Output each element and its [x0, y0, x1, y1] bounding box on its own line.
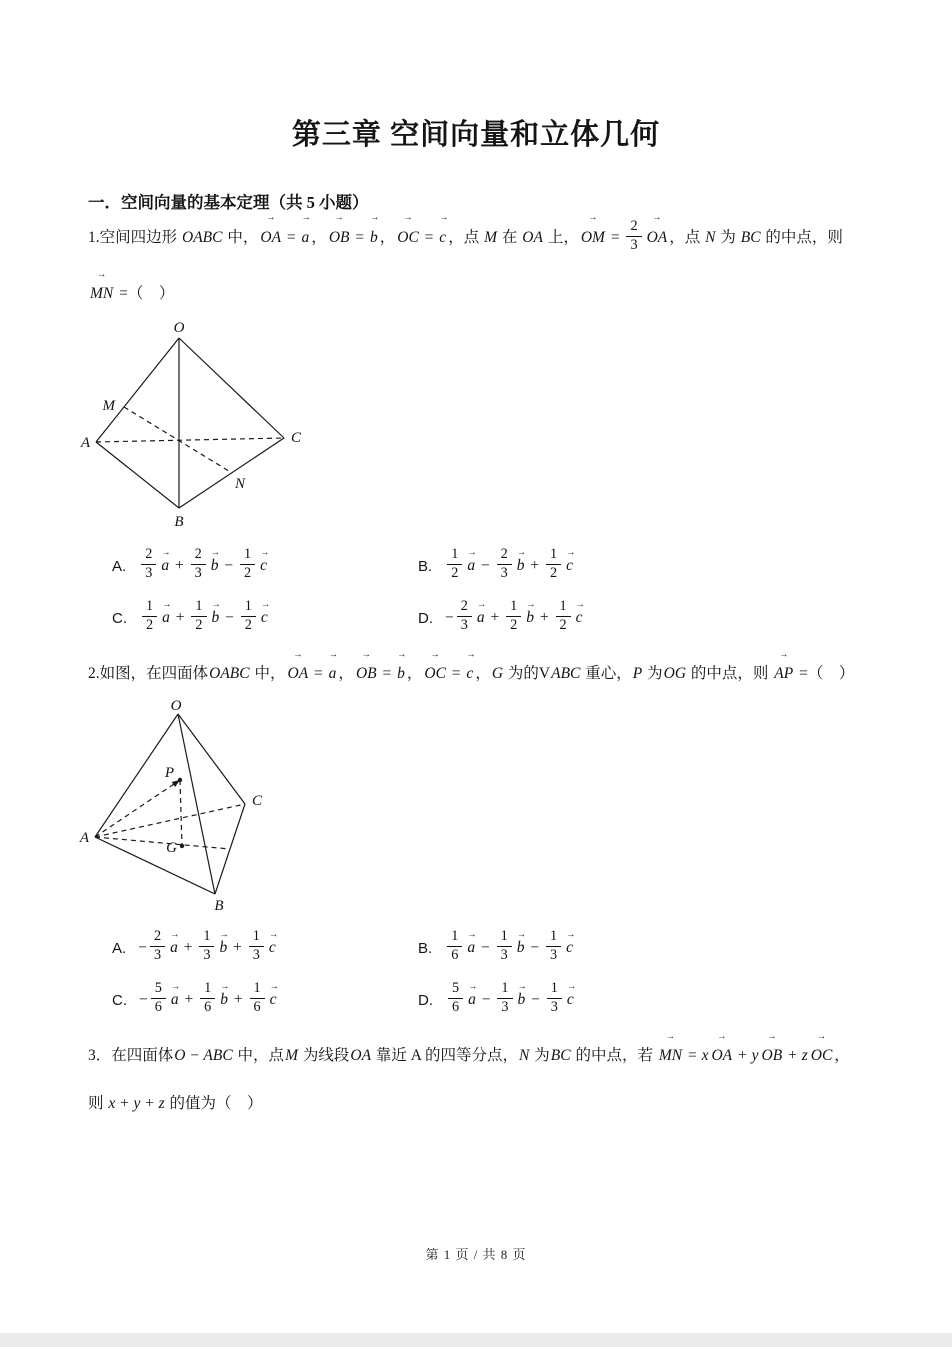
q1-option-a: [112, 548, 269, 585]
math-vector: → b: [370, 222, 378, 255]
math-vector: → a: [171, 991, 179, 1009]
math-vector: → b: [517, 939, 525, 957]
math-vector: → OM: [581, 222, 605, 255]
fraction-denominator: 2: [510, 616, 518, 633]
math-fraction: [546, 928, 561, 965]
math-vector: → c: [269, 939, 276, 957]
math-fraction: [448, 980, 463, 1017]
q2-point-p-dot: [178, 778, 182, 782]
math-fraction: [447, 928, 462, 965]
math-vector: → a: [467, 939, 475, 957]
math-vector: → OA: [647, 222, 668, 255]
math-fraction: [200, 980, 215, 1017]
q2-edge-oc: [178, 714, 245, 804]
math-fraction: [240, 546, 255, 583]
fraction-denominator: 6: [452, 998, 460, 1015]
fraction-denominator: 3: [153, 946, 162, 963]
math-variable: OABC: [182, 228, 223, 246]
fraction-numerator: 1: [556, 598, 571, 617]
math-fraction: [497, 928, 512, 965]
math-fraction: [191, 598, 206, 635]
option-label: C.: [112, 991, 127, 1009]
option-expression: $\frac{1}{2}$ → a − $\frac{2}{3}$ → b + $\frac{1}{2}$ → c: [444, 548, 575, 585]
math-vector: → c: [260, 557, 267, 575]
math-vector: → c: [566, 939, 573, 957]
math-variable: x + y + z: [108, 1095, 165, 1112]
math-vector: → OA: [260, 222, 281, 255]
fraction-denominator: 2: [559, 616, 567, 633]
fraction-numerator: 1: [497, 980, 512, 999]
math-vector: → OB: [329, 222, 350, 255]
q1-point-label-n: N: [235, 476, 246, 492]
math-variable: x: [701, 1047, 709, 1064]
fraction-denominator: 2: [244, 616, 252, 633]
q2-segment-ap: [95, 780, 180, 837]
fraction-numerator: 1: [250, 980, 265, 999]
fraction-numerator: 5: [151, 980, 166, 999]
q1-vertex-label-b: B: [174, 514, 184, 530]
fraction-numerator: 1: [200, 980, 215, 999]
option-expression: $\frac{1}{6}$ → a − $\frac{1}{3}$ → b − $\frac{1}{3}$ → c: [444, 930, 575, 967]
option-expression: − $\frac{2}{3}$ → a + $\frac{1}{3}$ → b + $\frac{1}{3}$ → c: [138, 930, 278, 967]
q2-point-label-p: P: [164, 765, 174, 781]
fraction-numerator: 1: [240, 546, 255, 565]
option-expression: − $\frac{2}{3}$ → a + $\frac{1}{2}$ → b + $\frac{1}{2}$ → c: [445, 600, 585, 637]
fraction-numerator: 1: [241, 598, 256, 617]
fraction-numerator: 1: [497, 928, 512, 947]
math-vector: → b: [517, 557, 525, 575]
option-label: C.: [112, 609, 127, 627]
fraction-denominator: 6: [451, 946, 459, 963]
q1-option-d: [418, 600, 585, 637]
fraction-denominator: 3: [460, 616, 468, 633]
fraction-numerator: 2: [626, 218, 641, 237]
math-vector: → a: [170, 939, 178, 957]
math-variable: N: [705, 228, 716, 246]
math-fraction: [191, 546, 206, 583]
math-variable: z: [801, 1047, 808, 1064]
math-vector: → c: [466, 658, 473, 691]
fraction-numerator: 1: [249, 928, 264, 947]
math-vector: → a: [477, 609, 485, 627]
fraction-numerator: 1: [447, 928, 462, 947]
fraction-denominator: 3: [203, 946, 211, 963]
q1-text-line2: → MN =（ ）: [88, 278, 880, 311]
fraction-denominator: 3: [145, 564, 153, 581]
option-expression: − $\frac{5}{6}$ → a + $\frac{1}{6}$ → b + $\frac{1}{6}$ → c: [139, 982, 279, 1019]
q2-vertex-label-c: C: [252, 793, 263, 809]
math-vector: → OA: [711, 1040, 732, 1073]
math-variable: y: [751, 1047, 759, 1064]
option-label: A.: [112, 939, 127, 957]
fraction-denominator: 2: [146, 616, 154, 633]
math-variable: OABC: [209, 665, 250, 682]
math-fraction: [447, 546, 462, 583]
fraction-denominator: 6: [154, 998, 162, 1015]
math-vector: → OB: [762, 1040, 783, 1073]
fraction-denominator: 2: [243, 564, 252, 581]
math-variable: M: [285, 1047, 298, 1064]
math-vector: → b: [219, 939, 227, 957]
fraction-numerator: 1: [447, 546, 462, 565]
math-vector: → a: [329, 658, 337, 691]
math-fraction: [141, 546, 156, 583]
fraction-numerator: 2: [497, 546, 512, 565]
q1-vertex-label-c: C: [291, 430, 302, 446]
fraction-numerator: 1: [546, 546, 561, 565]
q2-option-c: [112, 982, 279, 1019]
fraction-denominator: 3: [501, 998, 509, 1015]
math-variable: M: [484, 228, 497, 246]
math-fraction: [199, 928, 214, 965]
option-label: D.: [418, 609, 433, 627]
math-vector: → AP: [774, 658, 793, 691]
q2-figure: [79, 698, 326, 922]
math-vector: → c: [439, 222, 446, 255]
q2-option-b: [418, 930, 575, 967]
math-vector: → OB: [356, 658, 377, 691]
math-vector: → MN: [90, 278, 113, 311]
option-label: A.: [112, 557, 127, 575]
option-expression: $\frac{2}{3}$ → a + $\frac{2}{3}$ → b − $\frac{1}{2}$ → c: [138, 548, 269, 585]
math-vector: → b: [212, 609, 220, 627]
fraction-denominator: 3: [194, 564, 202, 581]
q1-option-b: [418, 548, 575, 585]
option-label: D.: [418, 991, 433, 1009]
q1-edge-oc: [179, 338, 284, 438]
fraction-numerator: 1: [191, 598, 206, 617]
page-bottom-edge: [0, 1333, 952, 1347]
fraction-numerator: 2: [191, 546, 206, 565]
fraction-denominator: 2: [195, 616, 203, 633]
fraction-denominator: 6: [204, 998, 212, 1015]
q3-text-line1: 3．在四面体O − ABC 中，点M 为线段OA 靠近 A 的四等分点，N 为BC 的中点，若 → MN = x → OA + y → OB + z → OC ，: [88, 1040, 880, 1073]
q2-edge-ac-hidden: [95, 804, 245, 837]
math-fraction: [626, 218, 641, 255]
math-variable: N: [519, 1047, 530, 1064]
option-label: B.: [418, 557, 433, 575]
section-heading: 一．空间向量的基本定理（共 5 小题）: [88, 193, 369, 212]
page-number-footer: 第 1 页 / 共 8 页: [425, 1247, 527, 1262]
fraction-numerator: 1: [142, 598, 157, 617]
fraction-denominator: 3: [549, 946, 558, 963]
math-fraction: [457, 598, 472, 635]
math-vector: → c: [576, 609, 583, 627]
math-vector: → b: [397, 658, 405, 691]
math-vector: → MN: [659, 1040, 682, 1073]
math-variable: OG: [663, 665, 687, 682]
q1-option-c: [112, 600, 270, 637]
math-vector: → OC: [424, 658, 446, 691]
math-fraction: [249, 928, 264, 965]
math-vector: → a: [467, 557, 475, 575]
math-variable: BC: [740, 228, 761, 246]
fraction-numerator: 5: [448, 980, 463, 999]
page-title: 第三章 空间向量和立体几何: [291, 119, 661, 151]
q1-text-line1: 1.空间四边形 OABC 中， → OA = → a ， → OB = → b ， → OC = → c ，点 M 在 OA 上， → OM = $\frac{2}{3}$ → OA ，点 N 为 BC 的中点，则: [88, 220, 880, 257]
math-fraction: [151, 980, 166, 1017]
fraction-numerator: 1: [506, 598, 521, 617]
fraction-denominator: 3: [500, 564, 508, 581]
math-variable: O − ABC: [174, 1047, 233, 1064]
fraction-denominator: 3: [252, 946, 260, 963]
math-fraction: [142, 598, 157, 635]
math-fraction: [250, 980, 265, 1017]
fraction-numerator: 1: [546, 928, 561, 947]
q2-segment-pg: [180, 780, 182, 846]
math-vector: → b: [211, 557, 219, 575]
math-vector: → b: [518, 991, 526, 1009]
math-vector: → b: [220, 991, 228, 1009]
fraction-denominator: 3: [500, 946, 508, 963]
q2-vertex-label-o: O: [170, 698, 182, 714]
q2-text-line1: 2.如图，在四面体OABC 中， → OA = → a ， → OB = → b ， → OC = → c ，G 为的VABC 重心，P 为OG 的中点，则 → AP =（ ）: [88, 658, 880, 691]
math-fraction: [497, 546, 512, 583]
math-variable: ABC: [551, 665, 581, 682]
q2-option-a: [112, 930, 278, 967]
math-fraction: [556, 598, 571, 635]
math-variable: OA: [522, 228, 543, 246]
math-variable: BC: [550, 1047, 571, 1064]
math-vector: → c: [567, 991, 574, 1009]
math-variable: OA: [350, 1047, 372, 1064]
fraction-denominator: 2: [549, 564, 558, 581]
math-vector: → c: [566, 557, 573, 575]
fraction-numerator: 1: [547, 980, 562, 999]
math-vector: → OC: [397, 222, 419, 255]
math-vector: → a: [161, 557, 169, 575]
math-variable: P: [632, 665, 643, 682]
math-fraction: [497, 980, 512, 1017]
option-label: B.: [418, 939, 433, 957]
option-expression: $\frac{1}{2}$ → a + $\frac{1}{2}$ → b − $\frac{1}{2}$ → c: [139, 600, 270, 637]
math-vector: → OC: [811, 1040, 833, 1073]
q2-point-g-dot: [180, 844, 184, 848]
fraction-denominator: 6: [253, 998, 261, 1015]
fraction-denominator: 2: [451, 564, 459, 581]
q1-vertex-label-a: A: [80, 435, 90, 451]
math-vector: → c: [261, 609, 268, 627]
math-vector: → OA: [288, 658, 309, 691]
fraction-numerator: 1: [199, 928, 214, 947]
math-vector: → a: [162, 609, 170, 627]
q1-edge-ac-hidden: [96, 438, 284, 442]
fraction-denominator: 3: [630, 236, 638, 253]
math-fraction: [506, 598, 521, 635]
math-variable: G: [491, 665, 504, 682]
fraction-numerator: 2: [457, 598, 472, 617]
q2-vertex-label-b: B: [214, 898, 224, 914]
fraction-denominator: 3: [550, 998, 558, 1015]
math-fraction: [150, 928, 165, 965]
q1-edge-ab: [96, 442, 179, 508]
math-fraction: [241, 598, 256, 635]
math-vector: → b: [526, 609, 534, 627]
q1-point-label-m: M: [102, 398, 115, 414]
fraction-numerator: 2: [150, 928, 165, 947]
q3-text-line2: 则 x + y + z 的值为（ ）: [88, 1095, 263, 1112]
q2-edge-ob: [178, 714, 215, 894]
math-fraction: [546, 546, 561, 583]
math-vector: → a: [468, 991, 476, 1009]
math-vector: → c: [270, 991, 277, 1009]
q2-vertex-label-a: A: [79, 830, 89, 846]
q1-vertex-label-o: O: [173, 320, 185, 336]
q2-option-d: [418, 982, 576, 1019]
math-fraction: [547, 980, 562, 1017]
fraction-numerator: 2: [141, 546, 156, 565]
q2-point-label-g: G: [166, 840, 177, 856]
q1-edge-oa: [96, 338, 179, 442]
math-vector: → a: [302, 222, 310, 255]
q1-figure: [80, 320, 334, 535]
option-expression: $\frac{5}{6}$ → a − $\frac{1}{3}$ → b − $\frac{1}{3}$ → c: [445, 982, 576, 1019]
